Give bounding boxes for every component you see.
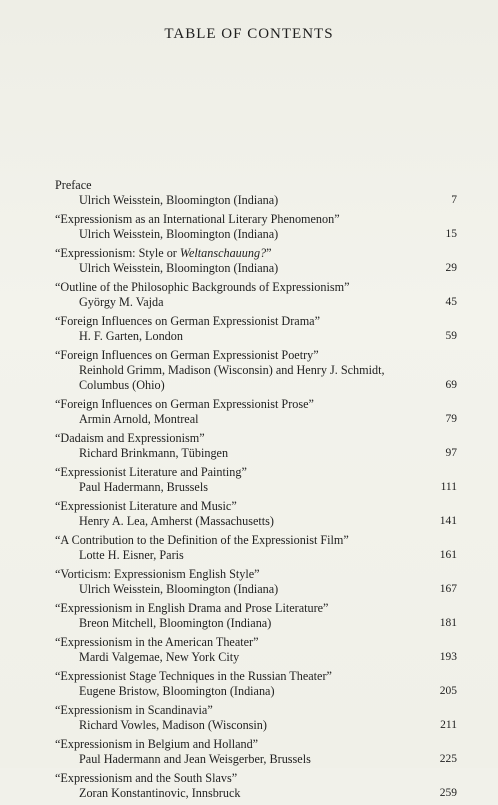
toc-entry bbox=[55, 737, 465, 767]
entry-author: Reinhold Grimm, Madison (Wisconsin) and Henry J. Schmidt, Columbus (Ohio) bbox=[79, 363, 385, 392]
entry-page-number: 259 bbox=[439, 787, 457, 799]
entry-page-number: 211 bbox=[440, 719, 457, 731]
toc-entry bbox=[55, 431, 465, 461]
entry-title: “Expressionism in the American Theater” bbox=[55, 635, 259, 649]
toc-entry bbox=[55, 465, 465, 495]
entry-author: H. F. Garten, London bbox=[79, 329, 183, 343]
entry-title: “Dadaism and Expressionism” bbox=[55, 431, 205, 445]
entry-author: György M. Vajda bbox=[79, 295, 164, 309]
entry-author: Ulrich Weisstein, Bloomington (Indiana) bbox=[79, 261, 279, 275]
entry-title: “Expressionism as an International Literary Phenomenon” bbox=[55, 212, 340, 226]
entry-page-number: 15 bbox=[445, 228, 457, 240]
toc-entry bbox=[55, 703, 465, 733]
toc-entry bbox=[55, 246, 465, 276]
entry-page-number: 79 bbox=[445, 413, 457, 425]
table-of-contents bbox=[55, 178, 465, 805]
entry-title-end: ” bbox=[266, 246, 272, 260]
toc-entry bbox=[55, 499, 465, 529]
entry-page-number: 167 bbox=[439, 583, 457, 595]
entry-author: Ulrich Weisstein, Bloomington (Indiana) bbox=[79, 227, 279, 241]
entry-title: “Expressionism in English Drama and Prose Literature” bbox=[55, 601, 329, 615]
entry-page-number: 69 bbox=[445, 379, 457, 391]
entry-page-number: 45 bbox=[445, 296, 457, 308]
entry-title: “A Contribution to the Definition of the Expressionist Film” bbox=[55, 533, 349, 547]
entry-author: Lotte H. Eisner, Paris bbox=[79, 548, 184, 562]
toc-entry bbox=[55, 771, 465, 801]
entry-title: Preface bbox=[55, 178, 92, 192]
entry-page-number: 205 bbox=[439, 685, 457, 697]
entry-author: Breon Mitchell, Bloomington (Indiana) bbox=[79, 616, 272, 630]
toc-entry bbox=[55, 348, 465, 393]
toc-entry bbox=[55, 669, 465, 699]
toc-entry bbox=[55, 567, 465, 597]
entry-title bbox=[55, 246, 465, 261]
entry-author: Ulrich Weisstein, Bloomington (Indiana) bbox=[79, 582, 279, 596]
toc-entry bbox=[55, 314, 465, 344]
entry-page-number: 141 bbox=[439, 515, 457, 527]
entry-title: “Foreign Influences on German Expressionist Prose” bbox=[55, 397, 314, 411]
entry-title-italic: Weltanschauung? bbox=[179, 246, 267, 260]
entry-page-number: 111 bbox=[440, 481, 457, 493]
entry-page-number: 59 bbox=[445, 330, 457, 342]
entry-title: “Expressionist Literature and Painting” bbox=[55, 465, 247, 479]
entry-page-number: 7 bbox=[451, 194, 457, 206]
entry-author: Ulrich Weisstein, Bloomington (Indiana) bbox=[79, 193, 279, 207]
entry-author: Richard Vowles, Madison (Wisconsin) bbox=[79, 718, 267, 732]
toc-entry bbox=[55, 397, 465, 427]
entry-title: “Expressionism and the South Slavs” bbox=[55, 771, 238, 785]
entry-title: “Expressionist Literature and Music” bbox=[55, 499, 237, 513]
entry-title: “Expressionist Stage Techniques in the Russian Theater” bbox=[55, 669, 332, 683]
entry-page-number: 97 bbox=[445, 447, 457, 459]
entry-title: “Foreign Influences on German Expressionist Drama” bbox=[55, 314, 320, 328]
toc-entry bbox=[55, 280, 465, 310]
entry-title: “Foreign Influences on German Expressionist Poetry” bbox=[55, 348, 319, 362]
entry-page-number: 161 bbox=[439, 549, 457, 561]
entry-page-number: 181 bbox=[439, 617, 457, 629]
entry-author: Zoran Konstantinovic, Innsbruck bbox=[79, 786, 241, 800]
entry-author: Paul Hadermann and Jean Weisgerber, Brussels bbox=[79, 752, 311, 766]
entry-author: Eugene Bristow, Bloomington (Indiana) bbox=[79, 684, 275, 698]
page-title: TABLE OF CONTENTS bbox=[164, 26, 334, 43]
entry-page-number: 29 bbox=[445, 262, 457, 274]
entry-author: Henry A. Lea, Amherst (Massachusetts) bbox=[79, 514, 274, 528]
entry-author: Richard Brinkmann, Tübingen bbox=[79, 446, 229, 460]
entry-title: “Outline of the Philosophic Backgrounds of Expressionism” bbox=[55, 280, 350, 294]
entry-title: “Expressionism in Scandinavia” bbox=[55, 703, 213, 717]
toc-entry bbox=[55, 533, 465, 563]
entry-title: “Expressionism in Belgium and Holland” bbox=[55, 737, 259, 751]
entry-author: Paul Hadermann, Brussels bbox=[79, 480, 208, 494]
entry-page-number: 193 bbox=[439, 651, 457, 663]
entry-author: Armin Arnold, Montreal bbox=[79, 412, 199, 426]
entry-title: “Vorticism: Expressionism English Style” bbox=[55, 567, 260, 581]
toc-entry bbox=[55, 212, 465, 242]
toc-entry bbox=[55, 601, 465, 631]
toc-entry bbox=[55, 635, 465, 665]
toc-entry bbox=[55, 178, 465, 208]
entry-author: Mardi Valgemae, New York City bbox=[79, 650, 240, 664]
entry-title-start: “Expressionism: Style or bbox=[55, 246, 180, 260]
entry-page-number: 225 bbox=[439, 753, 457, 765]
